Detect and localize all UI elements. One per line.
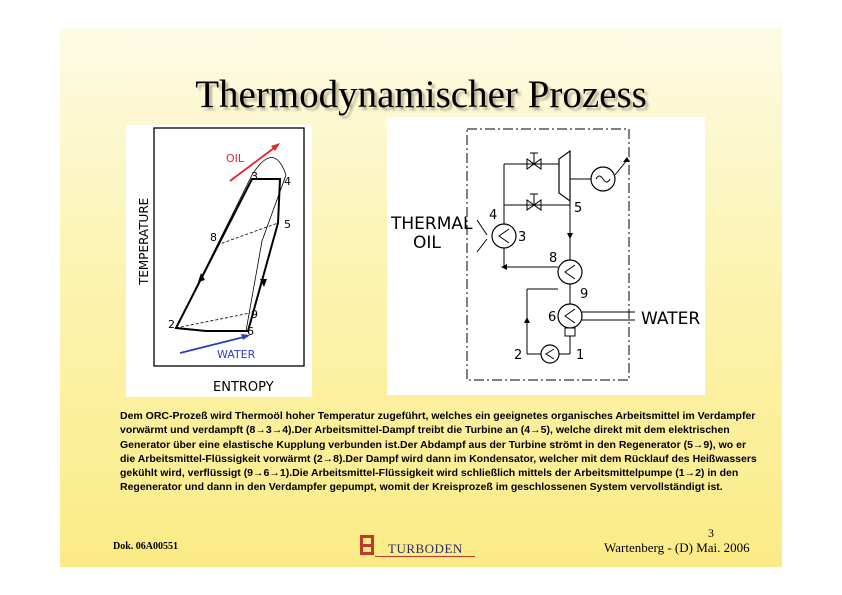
condenser <box>558 304 582 328</box>
turbine <box>559 151 570 201</box>
hotwell <box>565 328 575 336</box>
water-label: WATER <box>641 309 701 329</box>
point-label: 1 <box>576 348 585 363</box>
oil-label: OIL <box>226 152 245 165</box>
logo-mark-icon <box>357 532 387 558</box>
saturation-dome <box>176 158 286 332</box>
regenerator-line-cold <box>176 313 250 328</box>
point-label: 8 <box>210 231 217 244</box>
generator-output-line <box>615 160 627 175</box>
point-label: 8 <box>549 251 558 266</box>
thermal-oil-label: THERMAL <box>391 214 473 234</box>
ts-diagram <box>126 125 312 397</box>
point-label: 6 <box>548 310 557 325</box>
point-label: 9 <box>251 308 258 321</box>
x-axis-label: ENTROPY <box>213 380 274 395</box>
author-date: Wartenberg - (D) Mai. 2006 <box>604 540 750 555</box>
point-label: 5 <box>574 201 583 216</box>
logo-underline <box>375 556 475 557</box>
point-label: 5 <box>284 218 291 231</box>
cycle-diagram <box>387 117 705 395</box>
cycle-diagram-panel <box>387 117 705 395</box>
slide-title: Thermodynamischer Prozess <box>195 73 647 116</box>
turboden-logo <box>357 532 477 558</box>
page-number: 3 <box>708 526 714 540</box>
point-label: 2 <box>514 348 523 363</box>
point-label: 4 <box>284 175 291 188</box>
oil-outlet-pipe <box>477 239 487 252</box>
pump <box>541 345 559 363</box>
cycle-path <box>176 179 280 331</box>
ts-diagram-panel <box>126 125 312 397</box>
point-label: 4 <box>489 208 498 223</box>
logo-text: TURBODEN <box>388 541 463 556</box>
regenerator <box>558 260 582 284</box>
y-axis-label: TEMPERATURE <box>137 197 151 285</box>
point-label: 2 <box>168 318 175 331</box>
thermal-oil-label: OIL <box>413 233 441 253</box>
point-label: 9 <box>580 287 589 302</box>
document-id: Dok. 06A00551 <box>113 541 179 552</box>
water-label: WATER <box>217 348 256 361</box>
point-label: 3 <box>251 170 258 183</box>
evaporator <box>492 224 516 248</box>
process-description: Dem ORC-Prozeß wird Thermoöl hoher Temperatur zugeführt, welches ein geeignetes organisches Arbeitsmittel im Verdampfer vorwärmt und verdampft (8→3→4).Der Arbeitsmittel-Dampf treibt die Turbine an (4→5), welche direkt mit dem elektrischen Generator über eine elastische Kupplung verbunden ist.Der Abdampf aus der Turbine strömt in den Regenerator (5→9), wo er die Arbeitsmittel-Flüssigkeit vorwärmt (2→8).Der Dampf wird dann im Kondensator, welcher mit dem Rücklauf des Heißwassers gekühlt wird, verflüssigt (9→6→1).Die Arbeitsmittel-Flüssigkeit wird schließlich mittels der Arbeitsmittelpumpe (1→2) in den Regenerator und dann in den Verdampfer gepumpt, womit der Kreisprozeß im geschlossenen System vervollständigt ist. <box>120 410 757 494</box>
point-label: 3 <box>518 230 527 245</box>
oil-inlet-pipe <box>477 220 487 235</box>
point-label: 6 <box>247 325 254 338</box>
